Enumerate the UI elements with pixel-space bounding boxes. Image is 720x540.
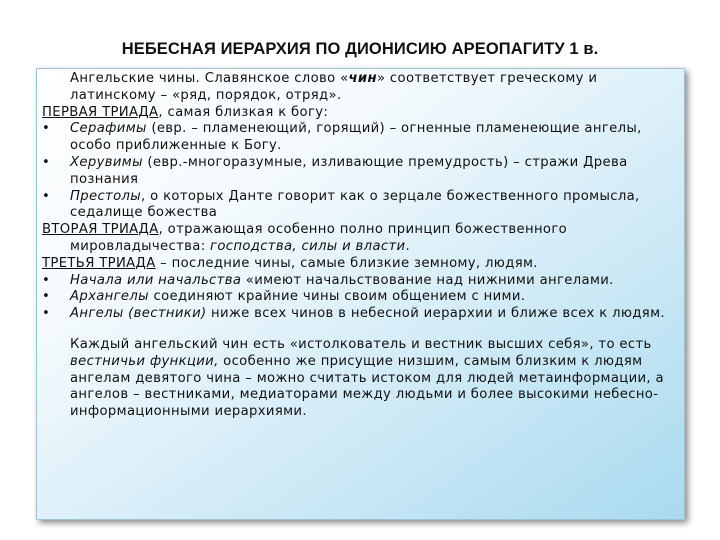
first-triad-heading: ПЕРВАЯ ТРИАДА, самая близкая к богу: (42, 104, 329, 120)
paragraph-spacer (42, 323, 682, 337)
second-triad-heading: ВТОРАЯ ТРИАДА, отражающая особенно полно принцип божественного мировладычества: господства, силы и власти. (42, 222, 568, 254)
slide-body (42, 71, 682, 421)
list-item-archangels: • Архангелы соединяют крайние чины своим общением с ними. (42, 289, 526, 305)
slide-title: НЕБЕСНАЯ ИЕРАРХИЯ ПО ДИОНИСИЮ АРЕОПАГИТУ 1 в. (121, 40, 599, 58)
list-item-seraphim: • Серафимы (евр. – пламенеющий, горящий) – огненные пламенеющие ангелы, особо приближенные к Богу. (42, 121, 642, 154)
list-item-angels: • Ангелы (вестники) ниже всех чинов в небесной иерархии и ближе всех к людям. (42, 306, 665, 322)
list-item-cherubim: • Херувимы (евр.-многоразумные, изливающие премудрость) – стражи Древа познания (42, 154, 628, 187)
list-item-principalities: • Начала или начальства «имеют начальствование над нижними ангелами. (42, 272, 614, 288)
intro-paragraph: Ангельские чины. Славянское слово «чин» соответствует греческому и латинскому – «ряд, порядок, отряд». (70, 71, 598, 103)
third-triad-heading: ТРЕТЬЯ ТРИАДА – последние чины, самые близкие земному, людям. (42, 255, 538, 271)
list-item-thrones: • Престолы, о которых Данте говорит как о зерцале божественного промысла, седалище божества (42, 188, 640, 221)
closing-paragraph: Каждый ангельский чин есть «истолкователь и вестник высших себя», то есть вестничьи функции, особенно же присущие низшим, самым близким к людям ангелам девятого чина – можно считать истоком для людей метаинформации, а ангелов – вестниками, медиаторами между людьми и более высокими небесно-информационными иерархиями. (70, 336, 664, 420)
